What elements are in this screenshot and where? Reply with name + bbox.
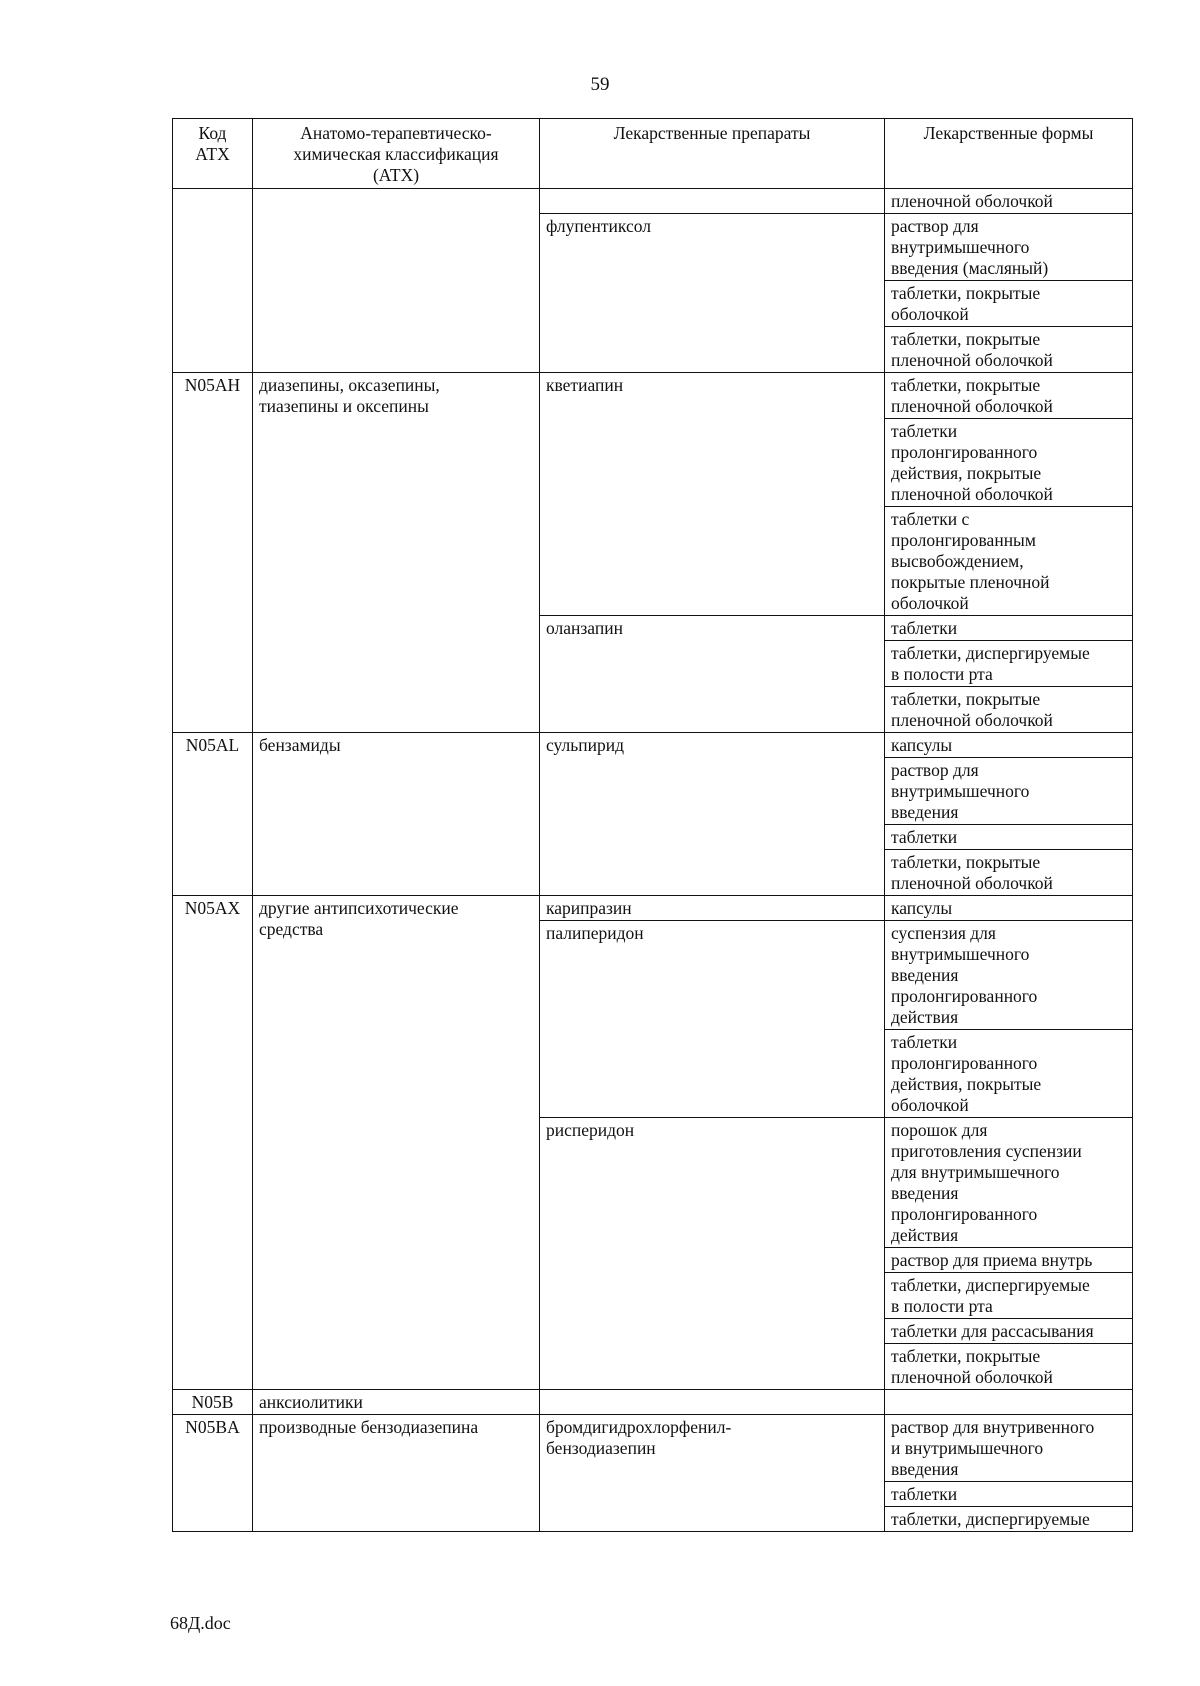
atx-classification-cell: диазепины, оксазепины, тиазепины и оксепины: [253, 373, 540, 733]
dosage-form-cell: суспензия для внутримышечного введения пролонгированного действия: [885, 921, 1133, 1030]
atx-code-cell: N05AX: [173, 896, 253, 1390]
atx-code-cell: N05AL: [173, 733, 253, 896]
medication-cell: кветиапин: [540, 373, 885, 616]
dosage-form-cell: таблетки: [885, 1482, 1133, 1507]
medication-table: [172, 118, 1133, 1532]
atx-code-cell: N05BA: [173, 1415, 253, 1532]
dosage-form-cell: таблетки, диспергируемые в полости рта: [885, 641, 1133, 687]
table-row: [173, 189, 1133, 214]
header-medications: Лекарственные препараты: [540, 119, 885, 189]
dosage-form-cell: таблетки для рассасывания: [885, 1319, 1133, 1344]
medication-cell: [540, 189, 885, 214]
dosage-form-cell: пленочной оболочкой: [885, 189, 1133, 214]
dosage-form-cell: таблетки: [885, 616, 1133, 641]
atx-classification-cell: [253, 189, 540, 373]
atx-code-cell: N05B: [173, 1390, 253, 1415]
atx-classification-cell: производные бензодиазепина: [253, 1415, 540, 1532]
table-row: [173, 1390, 1133, 1415]
dosage-form-cell: таблетки, покрытые оболочкой: [885, 281, 1133, 327]
atx-code-cell: [173, 189, 253, 373]
medication-cell: сульпирид: [540, 733, 885, 896]
table-body: [173, 189, 1133, 1532]
atx-classification-cell: другие антипсихотические средства: [253, 896, 540, 1390]
footer-filename: 68Д.doc: [170, 1613, 231, 1633]
dosage-form-cell: раствор для внутримышечного введения (масляный): [885, 214, 1133, 281]
header-dosage-forms: Лекарственные формы: [885, 119, 1133, 189]
dosage-form-cell: таблетки: [885, 825, 1133, 850]
medication-cell: оланзапин: [540, 616, 885, 733]
dosage-form-cell: раствор для приема внутрь: [885, 1248, 1133, 1273]
table-row: [173, 1415, 1133, 1482]
dosage-form-cell: таблетки, покрытые пленочной оболочкой: [885, 1344, 1133, 1390]
dosage-form-cell: таблетки, покрытые пленочной оболочкой: [885, 327, 1133, 373]
dosage-form-cell: капсулы: [885, 896, 1133, 921]
dosage-form-cell: таблетки, покрытые пленочной оболочкой: [885, 850, 1133, 896]
atx-code-cell: N05AH: [173, 373, 253, 733]
header-atx-code: Код АТХ: [173, 119, 253, 189]
dosage-form-cell: раствор для внутримышечного введения: [885, 758, 1133, 825]
table-row: [173, 733, 1133, 758]
dosage-form-cell: [885, 1390, 1133, 1415]
medication-cell: карипразин: [540, 896, 885, 921]
atx-classification-cell: анксиолитики: [253, 1390, 540, 1415]
dosage-form-cell: таблетки пролонгированного действия, покрытые оболочкой: [885, 1030, 1133, 1118]
header-atx-classification: Анатомо-терапевтическо- химическая классификация (АТХ): [253, 119, 540, 189]
medication-cell: флупентиксол: [540, 214, 885, 373]
dosage-form-cell: таблетки, диспергируемые: [885, 1507, 1133, 1532]
dosage-form-cell: порошок для приготовления суспензии для внутримышечного введения пролонгированного действия: [885, 1118, 1133, 1248]
dosage-form-cell: раствор для внутривенного и внутримышечного введения: [885, 1415, 1133, 1482]
medication-cell: рисперидон: [540, 1118, 885, 1390]
dosage-form-cell: таблетки, покрытые пленочной оболочкой: [885, 373, 1133, 419]
table-header-row: [173, 119, 1133, 189]
table-row: [173, 896, 1133, 921]
dosage-form-cell: таблетки с пролонгированным высвобождением, покрытые пленочной оболочкой: [885, 507, 1133, 616]
medication-cell: бромдигидрохлорфенил- бензодиазепин: [540, 1415, 885, 1532]
page-number: 59: [590, 74, 610, 95]
dosage-form-cell: таблетки, диспергируемые в полости рта: [885, 1273, 1133, 1319]
atx-classification-cell: бензамиды: [253, 733, 540, 896]
dosage-form-cell: капсулы: [885, 733, 1133, 758]
medication-cell: [540, 1390, 885, 1415]
medication-cell: палиперидон: [540, 921, 885, 1118]
table-row: [173, 373, 1133, 419]
dosage-form-cell: таблетки пролонгированного действия, покрытые пленочной оболочкой: [885, 419, 1133, 507]
dosage-form-cell: таблетки, покрытые пленочной оболочкой: [885, 687, 1133, 733]
